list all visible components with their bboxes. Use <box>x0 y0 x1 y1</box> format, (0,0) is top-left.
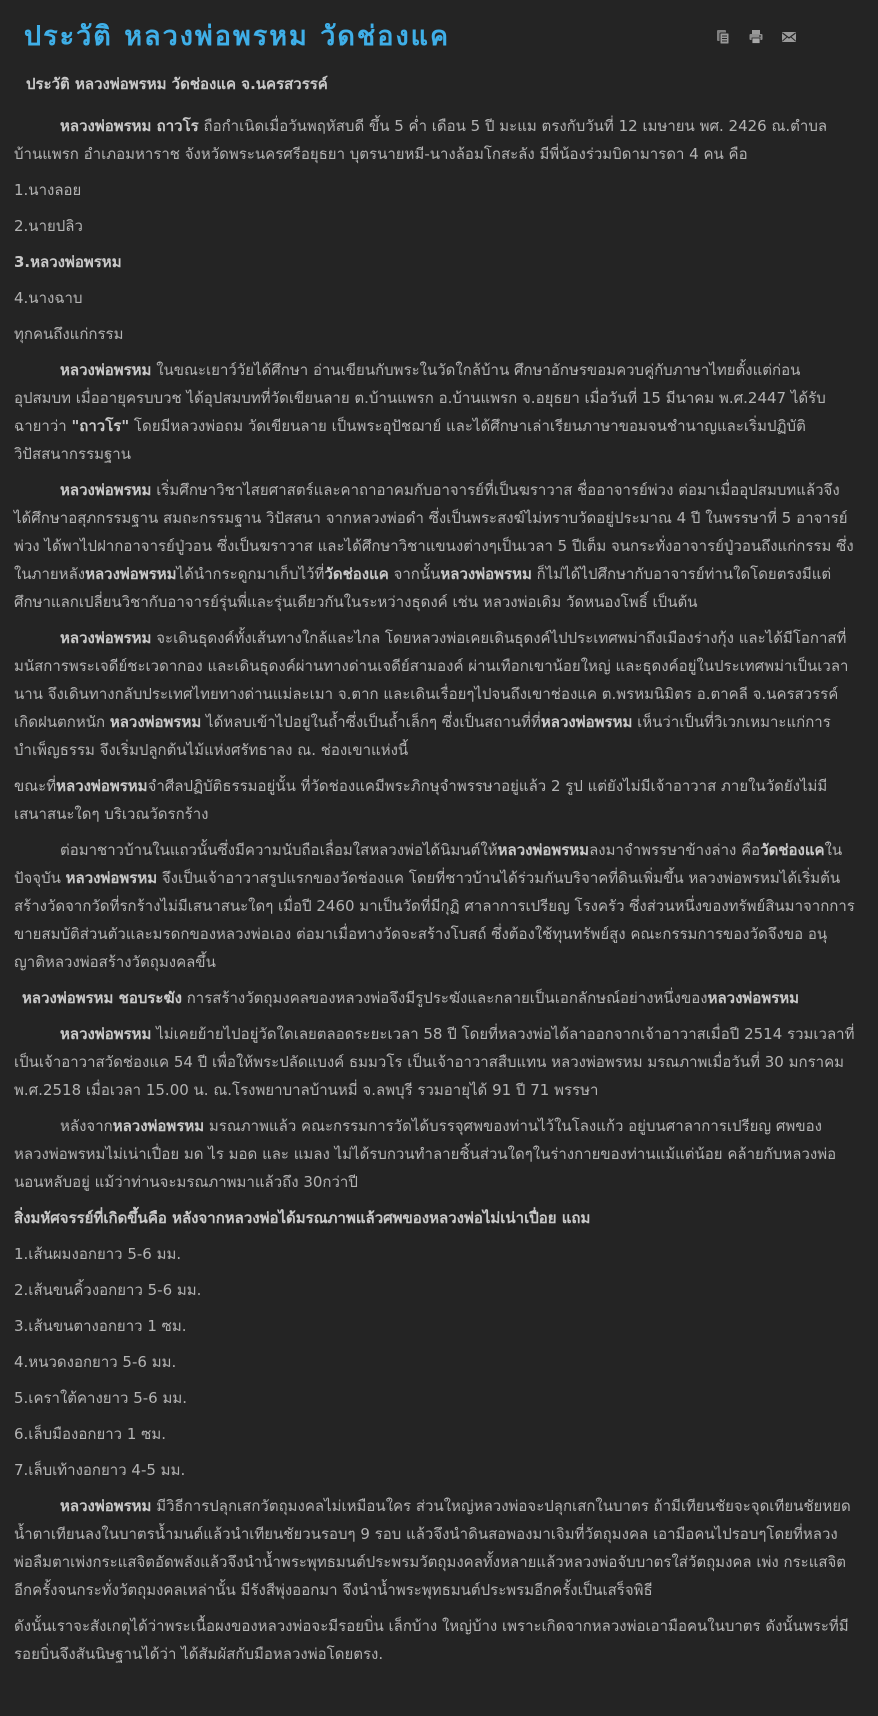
body-text: จึงเป็นเจ้าอาวาสรูปแรกของวัดช่องแค โดยที่ชาวบ้านได้ร่วมกันบริจาคที่ดินเพิ่มขึ้น หลวงพ่อพรหมได้เริ่มต้นสร้างวัดจากวัดที่รกร้างไม่มีเสนาสนะใดๆ เมื่อปี 2460 มาเป็นวัดที่มีกุฏิ ศาลาการเปรียญ โรงครัว ซึ่งส่วนหนึ่งของทรัพย์สินมาจากการขายสมบัติส่วนตัวและมรดกของหลวงพ่อเอง ต่อมาเมื่อทางวัดจะสร้างโบสถ์ ซึ่งต้องใช้ทุนทรัพย์สูง คณะกรรมการของวัดจึงขอ อนุญาติหลวงพ่อสร้างวัตถุมงคลขึ้น <box>14 868 855 971</box>
page-title: ประวัติ หลวงพ่อพรหม วัดช่องแค <box>24 21 451 52</box>
bold-text: หลวงพ่อพรหม <box>65 868 158 887</box>
paragraph <box>14 112 856 168</box>
paragraph <box>14 1612 856 1668</box>
body-text: การสร้างวัตถุมงคลของหลวงพ่อจึงมีรูประฆังและกลายเป็นเอกลักษณ์อย่างหนึ่งของ <box>181 988 708 1007</box>
body-text: ได้นำกระดูกมาเก็บไว้ที่ <box>176 564 325 583</box>
body-text: 4.นางฉาบ <box>14 288 83 307</box>
bold-text: หลวงพ่อพรหม <box>497 840 590 859</box>
body-text: ต่อมาชาวบ้านในแถวนั้นซึ่งมีความนับถือเลื่อมใสหลวงพ่อได้นิมนต์ให้ <box>60 840 498 859</box>
paragraph <box>14 356 856 468</box>
copy-icon <box>714 28 732 49</box>
toolbar <box>714 29 798 47</box>
body-text: ลงมาจำพรรษาข้างล่าง คือ <box>589 840 761 859</box>
body-text: 7.เล็บเท้างอกยาว 4-5 มม. <box>14 1460 186 1479</box>
bold-text: สิ่งมหัศจรรย์ที่เกิดขึ้นคือ หลังจากหลวงพ่อได้มรณภาพแล้วศพของหลวงพ่อไม่เน่าเปื่อย แถม <box>14 1208 591 1227</box>
paragraph <box>14 624 856 764</box>
body-text: ในปัจจุบัน <box>14 840 843 887</box>
list-item <box>14 1384 856 1412</box>
body-text: จากนั้น <box>388 564 441 583</box>
body-text: ไม่เคยย้ายไปอยู่วัดใดเลยตลอดระยะเวลา 58 ปี โดยที่หลวงพ่อได้ลาออกจากเจ้าอาวาสเมื่อปี 2514 รวมเวลาที่เป็นเจ้าอาวาสวัดช่องแค 54 ปี เพื่อให้พระปลัดแบงค์ ธมมวโร เป็นเจ้าอาวาสสืบแทน หลวงพ่อพรหม มรณภาพเมื่อวันที่ 30 มกราคม พ.ศ.2518 เมื่อเวลา 15.00 น. ณ.โรงพยาบาลบ้านหมี่ จ.ลพบุรี รวมอายุได้ 91 ปี 71 พรรษา <box>14 1024 855 1099</box>
body-text: 1.นางลอย <box>14 180 82 199</box>
list-item <box>14 320 856 348</box>
section-heading <box>14 1204 856 1232</box>
paragraph <box>14 836 856 976</box>
body-text: 3.เส้นขนตางอกยาว 1 ซม. <box>14 1316 187 1335</box>
body-text: เห็นว่าเป็นที่วิเวกเหมาะแก่การบำเพ็ญธรรม จึงเริ่มปลูกต้นไม้แห่งศรัทธาลง ณ. ช่องเขาแห่งนี้ <box>14 712 831 759</box>
bold-text: หลวงพ่อพรหม <box>56 776 148 795</box>
bold-text: หลวงพ่อพรหม <box>60 480 152 499</box>
list-item <box>14 284 856 312</box>
bold-text: หลวงพ่อพรหม <box>440 564 532 583</box>
bold-text: วัดช่องแค <box>760 840 825 859</box>
bold-text: หลวงพ่อพรหม ชอบระฆัง <box>22 988 182 1007</box>
body-text: 2.นายปลิว <box>14 216 83 235</box>
print-button[interactable] <box>747 29 765 47</box>
body-text: ในขณะเยาว์วัยได้ศึกษา อ่านเขียนกับพระในวัดใกล้บ้าน ศึกษาอักษรขอมควบคู่กับภาษาไทยตั้งแต่ก่อนอุปสมบท เมื่ออายุครบบวช ได้อุปสมบทที่วัดเขียนลาย ต.บ้านแพรก อ.บ้านแพรก จ.อยุธยา เมื่อวันที่ 15 มีนาคม พ.ศ.2447 ได้รับฉายาว่า <box>14 360 826 435</box>
list-item <box>14 248 856 276</box>
body-text: 6.เล็บมืองอกยาว 1 ซม. <box>14 1424 167 1443</box>
body-text: ถือกำเนิดเมื่อวันพฤหัสบดี ขึ้น 5 ค่ำ เดือน 5 ปี มะแม ตรงกับวันที่ 12 เมษายน พศ. 2426 ณ.ตำบลบ้านแพรก อำเภอมหาราช จังหวัดพระนครศรีอยุธยา บุตรนายหมี-นางล้อมโกสะลัง มีพี่น้องร่วมบิดามารดา 4 คน คือ <box>14 116 828 163</box>
list-item <box>14 1456 856 1484</box>
list-item <box>14 212 856 240</box>
paragraph <box>14 1492 856 1604</box>
body-text: ก็ไม่ได้ไปศึกษากับอาจารย์ท่านใดโดยตรงมีแต่ศึกษาแลกเปลี่ยนวิชากับอาจารย์รุ่นพี่และรุ่นเดียวกันในระหว่างธุดงค์ เช่น หลวงพ่อเดิม วัดหนองโพธิ์ เป็นต้น <box>14 564 832 611</box>
body-text: เริ่มศึกษาวิชาไสยศาสตร์และคาถาอาคมกับอาจารย์ที่เป็นฆราวาส ชื่ออาจารย์พ่วง ต่อมาเมื่ออุปสมบทแล้วจึงได้ศึกษาอสุภกรรมฐาน สมถะกรรมฐาน วิปัสสนา จากหลวงพ่อดำ ซึ่งเป็นพระสงฆ์ไม่ทราบวัดอยู่ประมาณ 4 ปี ในพรรษาที่ 5 อาจารย์พ่วง ได้พาไปฝากอาจารย์ปู่วอน ซึ่งเป็นฆราวาส และได้ศึกษาวิชาแขนงต่างๆเป็นเวลา 5 ปีเต็ม จนกระทั่งอาจารย์ปู่วอนถึงแก่กรรม ซึ่งในภายหลัง <box>14 480 854 583</box>
page-header <box>10 6 864 56</box>
article-body <box>10 56 864 1668</box>
list-item <box>14 1348 856 1376</box>
email-button[interactable] <box>780 29 798 47</box>
body-text: 4.หนวดงอกยาว 5-6 มม. <box>14 1352 177 1371</box>
body-text: 5.เคราใต้คางยาว 5-6 มม. <box>14 1388 188 1407</box>
article-subtitle <box>14 70 856 98</box>
body-text: หลังจาก <box>60 1116 113 1135</box>
bold-text: หลวงพ่อพรหม ถาวโร <box>60 116 199 135</box>
bold-text: 3.หลวงพ่อพรหม <box>14 252 122 271</box>
bold-text: หลวงพ่อพรหม <box>109 712 202 731</box>
paragraph <box>14 984 856 1012</box>
body-text: ได้หลบเข้าไปอยู่ในถ้ำซึ่งเป็นถ้ำเล็กๆ ซึ่งเป็นสถานที่ที่ <box>201 712 541 731</box>
paragraph <box>14 1020 856 1104</box>
paragraph <box>14 772 856 828</box>
body-text: ทุกคนถึงแก่กรรม <box>14 324 124 343</box>
body-text: ขณะที่ <box>14 776 57 795</box>
bold-text: หลวงพ่อพรหม <box>707 988 800 1007</box>
bold-text: ประวัติ หลวงพ่อพรหม วัดช่องแค จ.นครสวรรค์ <box>26 74 328 93</box>
print-icon <box>747 28 765 49</box>
bold-text: หลวงพ่อพรหม <box>60 628 152 647</box>
list-item <box>14 176 856 204</box>
body-text: จำศีลปฏิบัติธรรมอยู่นั้น ที่วัดช่องแคมีพระภิกษุจำพรรษาอยู่แล้ว 2 รูป แต่ยังไม่มีเจ้าอาวาส ภายในวัดยังไม่มีเสนาสนะใดๆ บริเวณวัดรกร้าง <box>14 776 828 823</box>
body-text: จะเดินธุดงค์ทั้งเส้นทางใกล้และไกล โดยหลวงพ่อเคยเดินธุดงค์ไปประเทศพม่าถึงเมืองร่างกุ้ง และได้มีโอกาสที่มนัสการพระเจดีย์ชะเวดากอง และเดินธุดงค์ผ่านทางด่านเจดีย์สามองค์ ผ่านเทือกเขาน้อยใหญ่ และธุดงค์อยู่ในประเทศพม่าเป็นเวลานาน จึงเดินทางกลับประเทศไทยทางด่านแม่ละเมา จ.ตาก และเดินเรื่อยๆไปจนถึงเขาช่องแค ต.พรหมนิมิตร อ.ตาคลี จ.นครสวรรค์ เกิดฝนตกหนัก <box>14 628 849 731</box>
body-text: ดังนั้นเราจะสังเกตุได้ว่าพระเนื้อผงของหลวงพ่อจะมีรอยบิ่น เล็กบ้าง ใหญ่บ้าง เพราะเกิดจากหลวงพ่อเอามือคนในบาตร ดังนั้นพระที่มีรอยบิ่นจึงสันนิษฐานได้ว่า ได้สัมผัสกับมือหลวงพ่อโดยตรง. <box>14 1616 849 1663</box>
email-icon <box>780 28 798 49</box>
list-item <box>14 1276 856 1304</box>
body-text: โดยมีหลวงพ่อถม วัดเขียนลาย เป็นพระอุปัชฌาย์ และได้ศึกษาเล่าเรียนภาษาขอมจนชำนาญและเริ่มปฏิบัติวิปัสสนากรรมฐาน <box>14 416 806 463</box>
body-text: มรณภาพแล้ว คณะกรรมการวัดได้บรรจุศพของท่านไว้ในโลงแก้ว อยู่บนศาลาการเปรียญ ศพของหลวงพ่อพรหมไม่เน่าเปื่อย มด ไร มอด และ แมลง ไม่ได้รบกวนทำลายชิ้นส่วนใดๆในร่างกายของท่านแม้แต่น้อย คล้ายกับหลวงพ่อนอนหลับอยู่ แม้ว่าท่านจะมรณภาพมาแล้วถึง 30กว่าปี <box>14 1116 837 1191</box>
bold-text: วัดช่องแค <box>324 564 389 583</box>
body-text: 2.เส้นขนคิ้วงอกยาว 5-6 มม. <box>14 1280 202 1299</box>
list-item <box>14 1312 856 1340</box>
body-text: 1.เส้นผมงอกยาว 5-6 มม. <box>14 1244 182 1263</box>
paragraph <box>14 1112 856 1196</box>
bold-text: "ถาวโร" <box>71 416 130 435</box>
bold-text: หลวงพ่อพรหม <box>112 1116 205 1135</box>
bold-text: หลวงพ่อพรหม <box>60 1496 152 1515</box>
bold-text: หลวงพ่อพรหม <box>60 360 152 379</box>
bold-text: หลวงพ่อพรหม <box>60 1024 152 1043</box>
bold-text: หลวงพ่อพรหม <box>540 712 633 731</box>
list-item <box>14 1240 856 1268</box>
body-text: มีวิธีการปลุกเสกวัตถุมงคลไม่เหมือนใคร ส่วนใหญ่หลวงพ่อจะปลุกเสกในบาตร ถ้ามีเทียนชัยจะจุดเทียนชัยหยดน้ำตาเทียนลงในบาตรน้ำมนต์แล้วนำเทียนชัยวนรอบๆ 9 รอบ แล้วจึงนำดินสอพองมาเจิมที่วัตถุมงคล เอามือคนไปรอบๆโดยที่หลวงพ่อลืมตาเพ่งกระแสจิตอัดพลังแล้วจึงนำน้ำพระพุทธมนต์ประพรมวัตถุมงคลทั้งหลายแล้วหลวงพ่อจับบาตรใส่วัตถุมงคล เพ่ง กระแสจิตอีกครั้งจนกระทั่งวัตถุมงคลเหล่านั้น มีรังสีพุ่งออกมา จึงนำน้ำพระพุทธมนต์ประพรมอีกครั้งเป็นเสร็จพิธี <box>14 1496 851 1599</box>
bold-text: หลวงพ่อพรหม <box>85 564 177 583</box>
paragraph <box>14 476 856 616</box>
copy-button[interactable] <box>714 29 732 47</box>
list-item <box>14 1420 856 1448</box>
